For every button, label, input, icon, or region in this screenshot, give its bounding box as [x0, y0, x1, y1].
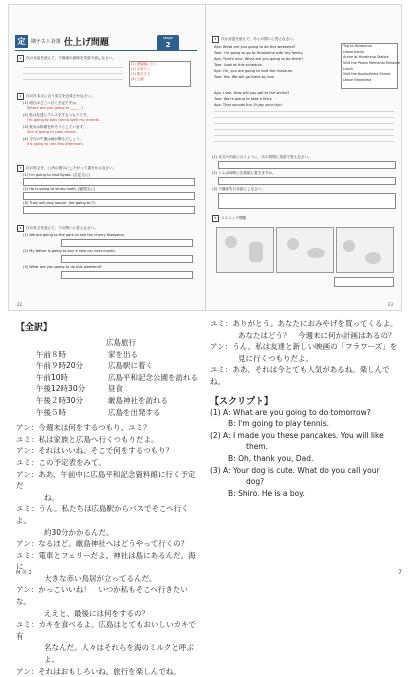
left-page	[9, 5, 206, 310]
right-answer-3	[218, 193, 396, 209]
header-label: 期テスト対策	[31, 38, 61, 45]
q2-line-6: She is going to cook dinner.	[27, 130, 77, 134]
dialog-line-6: Tom: Yes. We will go there by bus.	[214, 75, 275, 79]
schedule-row: 午前10時 広島平和記念公園を訪れる	[36, 372, 198, 382]
schedule-row: 午後２時30分 厳島神社を訪れる	[36, 395, 168, 405]
q2-line-5: (3) 彼女は料理を作ろうとしています。	[23, 125, 87, 129]
translation-column	[16, 318, 202, 677]
stage-label: stage	[163, 36, 173, 40]
schedule-translation	[36, 337, 202, 418]
dialog-line: ユミ：この予定表をみて。	[16, 457, 106, 467]
dialog-line: アン：ああ、午前中に広島平和記念資料館に行く予定だ ね。	[16, 469, 196, 502]
q2-line-2: Where are you going to ______?	[27, 106, 84, 110]
q3-answer-1	[23, 178, 195, 186]
q4-line-3: (3) What are you going to do this weekend?	[23, 265, 102, 269]
schedule-row: 午前８時 家を出る	[36, 349, 138, 359]
stage-number: 2	[165, 41, 171, 49]
listening-answers	[334, 277, 394, 287]
illustration-2	[276, 227, 334, 273]
illustration-3	[336, 227, 394, 273]
q3-answer-3	[23, 206, 195, 214]
q2-line-3: (2) 私は友達とテニスをするつもりです。	[23, 113, 90, 117]
schedule-line-2: Leave home	[343, 50, 364, 54]
dialog-line: ユミ：電車とフェリーだよ。神社は島にあるんだ。海に 大きな赤い鳥居が立ってるんだ。	[16, 550, 196, 583]
header-title: 仕上げ問題	[63, 37, 109, 48]
dialog-line: ユミ：ありがとう。あなたにおみやげを買ってくるよ。 あなたはどう？ 今週末に何か計画はあるの？	[210, 319, 398, 340]
q4-line-2: (2) My father is going to buy a new car next month.	[23, 249, 116, 253]
schedule-row: 午後５時 広島を出発する	[36, 407, 161, 417]
right-answer-2	[218, 177, 396, 185]
schedule-line-6: Visit the Itsukushima Shrine	[343, 72, 391, 76]
dialog-line-8: Tom: We're going to take a ferry.	[214, 97, 273, 101]
option-3: (3) 散歩する	[131, 72, 151, 76]
dialog-line: ユミ：うん。私たちは広島駅からバスでそこへ行くよ。 約30分かかるんだ。	[16, 504, 189, 537]
q3-line-2: (2) He is going to study math. (疑問文に)	[23, 187, 96, 191]
dialog-line-9: Aya: That sounds fun. Enjoy your trip!	[214, 103, 282, 107]
answer-section	[16, 318, 400, 676]
schedule-line-3: Arrive at Hiroshima Station	[343, 55, 389, 59]
dialog-line: アン：なるほど。厳島神社へはどうやって行くの？	[16, 539, 189, 549]
script-item-3: (3) A: Your dog is cute. What do you call your dog? B: Shiro. He is a boy.	[210, 465, 380, 498]
dialog-line: ユミ：私は家族と広島へ行くつもりだよ。	[16, 434, 159, 444]
question-2: 2 次の日本文に合う英文を完成させなさい。	[17, 93, 94, 100]
schedule-row: 午前９時20分 広島駅に着く	[36, 361, 153, 371]
schedule-row: 午後12時30分 昼食	[36, 384, 123, 394]
schedule-title: 広島旅行	[106, 338, 136, 347]
left-page-number: 22	[17, 302, 23, 307]
dialog-line: アン：かっこいいね！ いつか私もそこへ行きたいな。 ええと、最後には何をするの？	[16, 585, 188, 618]
right-q-line-1: (1) 本文の内容に合うように、次の質問に英語で答えなさい。	[212, 155, 312, 159]
dialog-line: アン：うん。私は友達と新しい映画の「フラワーズ」を 見に行くつもりだよ。	[210, 342, 398, 363]
question-3: 3 次の英文を、( )内の指示にしたがって書きかえなさい。	[17, 165, 116, 172]
right-page-number: 23	[387, 302, 393, 307]
dialog-line-3: Aya: That's nice. What are you going to do there?	[214, 57, 303, 61]
listening-label-text: リスニング問題	[221, 216, 247, 220]
q3-line-1: (1) I'm going to visit Kyoto. (否定文に)	[23, 173, 90, 177]
q4-line-1: (1) We are going to the park to see the cherry blossoms.	[23, 233, 125, 237]
q2-line-4: I'm going to play tennis with my friends.	[27, 118, 100, 122]
dialog-line: ユミ：ああ、それは今とても人気があるね。楽しんでね。	[210, 365, 390, 386]
right-q-line-2: (2) トムは何時に広島駅に着きますか。	[212, 171, 276, 175]
dialog-line: アン：それはおもしろいね。旅行を楽しんでね。	[16, 666, 181, 676]
q3-line-3: (3) They will play soccer. (be going toで)	[23, 201, 96, 205]
script-item-2: (2) A: I made you these pancakes. You will like them. B: Oh, thank you, Dad.	[210, 430, 384, 463]
script-heading: 【スクリプト】	[210, 396, 274, 407]
listening-label: 6 リスニング問題	[212, 215, 246, 222]
option-2: (2) お祭りに	[131, 67, 151, 71]
question-1-text: 次の対話を読んで、下線部の意味を英語で表しなさい。	[26, 56, 116, 60]
right-answer-1	[218, 161, 396, 169]
dialog-line: アン：それはいいね。そこで何をするつもり？	[16, 446, 174, 456]
q4-answer-3	[61, 271, 193, 279]
option-1: (1) 遊園地に行く	[131, 62, 158, 66]
page-header	[15, 34, 109, 48]
dialog-line: ユミ：カキを食べるよ。広島はとてもおいしいカキで有 名なんだ。人々はそれらを海のミルクと呼ぶよ。	[16, 620, 196, 665]
illustration-1	[216, 227, 274, 273]
q3-answer-2	[23, 192, 195, 200]
question-3-text: 次の英文を、( )内の指示にしたがって書きかえなさい。	[26, 166, 117, 170]
header-badge: 定	[15, 35, 28, 48]
option-4: (4) 公園	[131, 77, 144, 81]
translation-heading: 【全訳】	[16, 323, 53, 333]
question-1: 1 次の対話を読んで、下線部の意味を英語で表しなさい。	[17, 55, 116, 62]
schedule-line-7: Leave Hiroshima	[343, 78, 372, 82]
right-page	[206, 5, 401, 310]
footer-left: M 英 2	[16, 570, 32, 576]
header-rule	[15, 50, 197, 51]
right-intro-text: 次の対話を読んで、あとの問いに答えなさい。	[221, 37, 297, 41]
script-item-1: (1) A: What are you going to do tomorrow? B: I'm going to play tennis.	[210, 407, 371, 429]
dialog-line-4: Tom: Look at this schedule.	[214, 63, 263, 67]
translation-column-right	[210, 318, 400, 499]
q2-line-1: (1) 明日はどこへ行く予定ですか。	[23, 101, 80, 105]
question-4-text: 次の英文を読んで、下の問いに答えなさい。	[26, 226, 98, 230]
schedule-line-4: Visit the Peace Memorial Museum	[343, 61, 401, 65]
q4-answer-1	[61, 239, 193, 247]
schedule-line-5: Lunch	[343, 67, 354, 71]
right-intro: 5 次の対話を読んで、あとの問いに答えなさい。	[212, 36, 296, 43]
question-4: 4 次の英文を読んで、下の問いに答えなさい。	[17, 225, 98, 232]
right-q-line-3: (3) 下線部を日本語にしなさい。	[212, 187, 265, 191]
q2-line-8: It's going to rain this afternoon.	[27, 142, 84, 146]
stage-badge	[157, 35, 179, 51]
q4-answer-2	[61, 255, 193, 263]
textbook-spread	[8, 4, 402, 311]
dialog-line-7: Aya: I see. How will you get to the shrine?	[214, 91, 290, 95]
q2-line-7: (4) 今日の午後は雨が降るでしょう。	[23, 137, 84, 141]
dialog-line: アン：今週末は何をするつもり、ユミ？	[16, 423, 151, 433]
dialog-line-5: Aya: Oh, you are going to visit the museum.	[214, 69, 294, 73]
question-2-text: 次の日本文に合う英文を完成させなさい。	[26, 94, 95, 98]
dialog-line-2: Tom: I'm going to go to Hiroshima with my family.	[214, 51, 304, 55]
footer-page-number: 7	[398, 569, 402, 576]
schedule-line-1: Trip to Hiroshima	[343, 44, 372, 48]
dialog-line-1: Aya: What are you going to do this weekend?	[214, 45, 296, 49]
